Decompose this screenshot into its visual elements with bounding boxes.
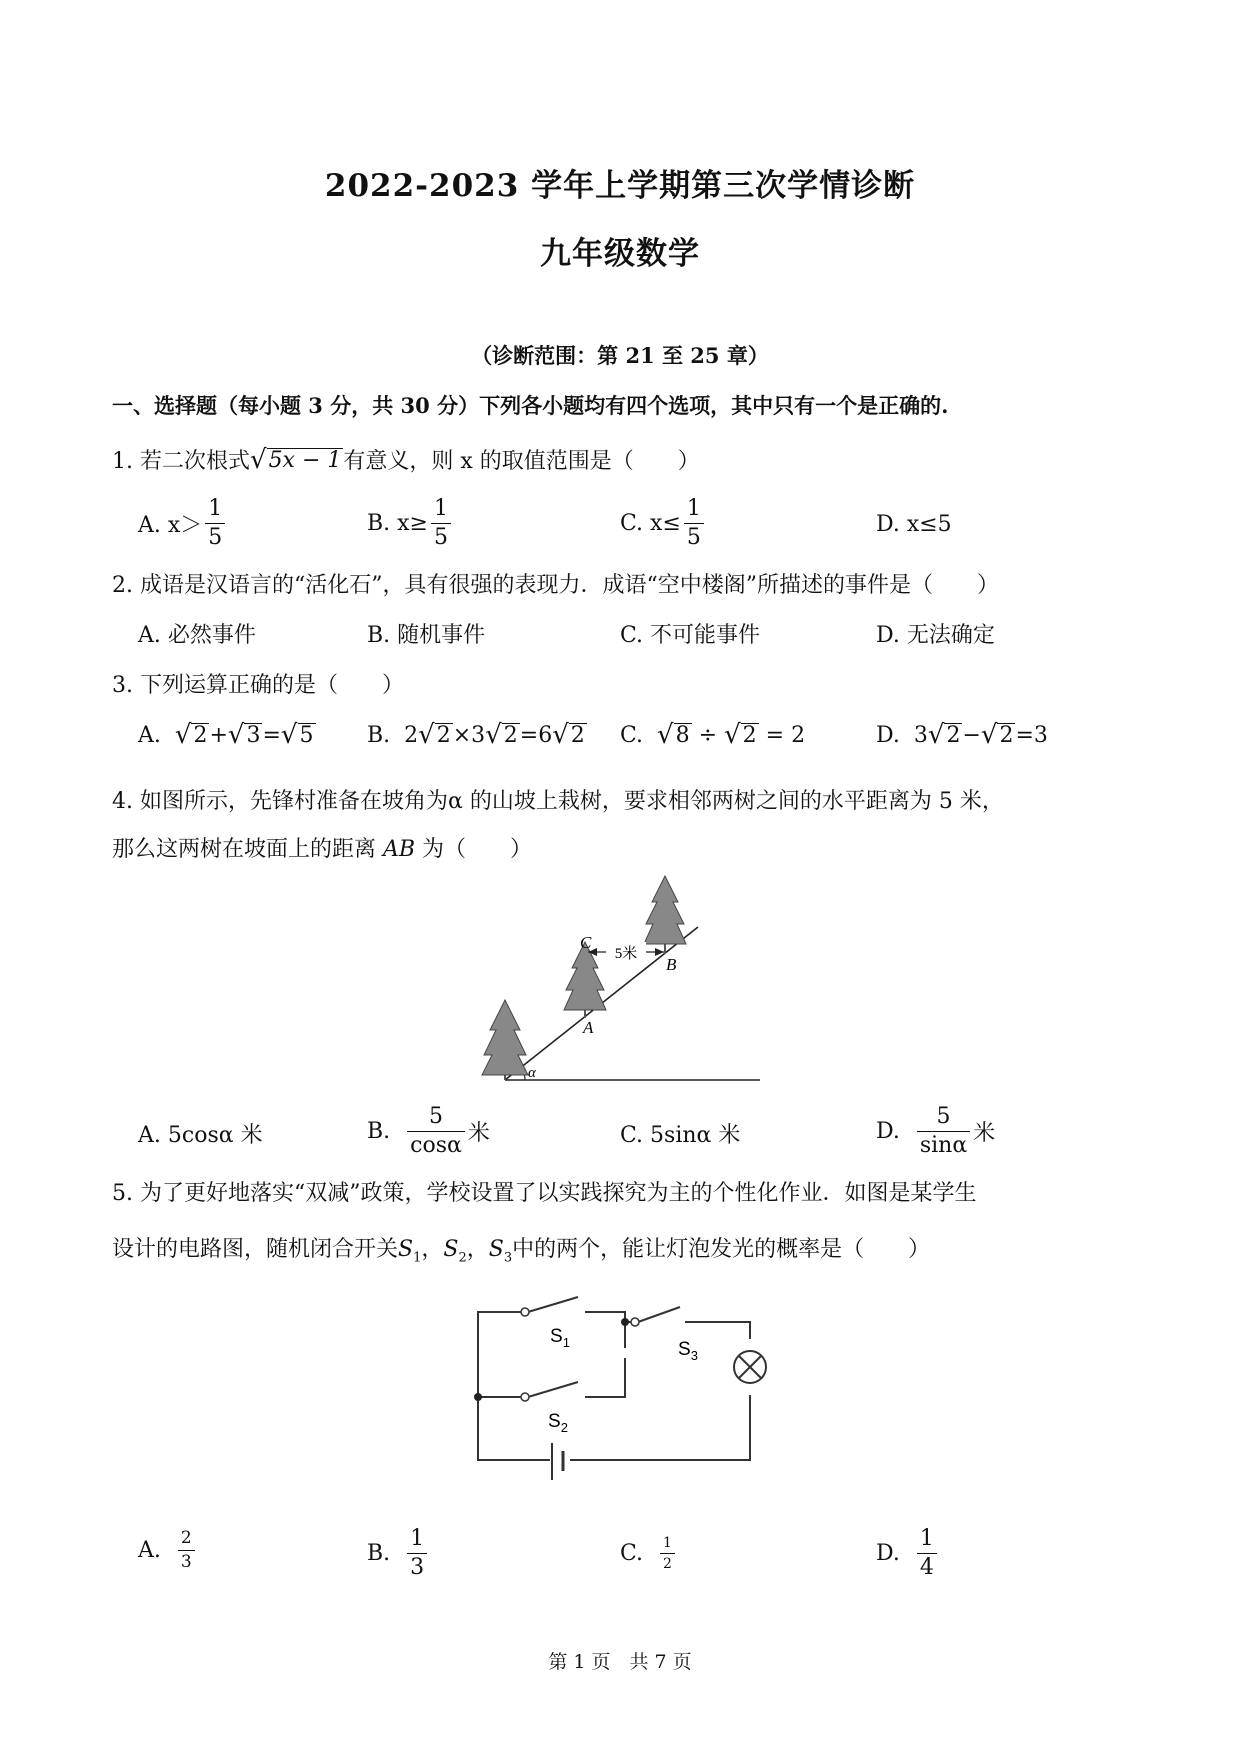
tree-icon — [644, 876, 686, 954]
label-5m: 5米 — [614, 946, 638, 962]
q5-option-c: C. $\frac{1}{2}$ — [620, 1536, 678, 1571]
fraction: $\frac{5}{\sin\alpha}$ — [917, 1106, 970, 1157]
q2-option-a: A. 必然事件 — [138, 623, 256, 648]
q2-option-b: B. 随机事件 — [367, 623, 486, 648]
circuit-diagram — [470, 1295, 790, 1495]
label-alpha: α — [528, 1065, 536, 1081]
tree-icon — [564, 942, 606, 1018]
q1-option-d: D. x≤5 — [876, 512, 952, 537]
fraction: $\frac{1}{5}$ — [431, 498, 451, 549]
q4-option-b: B. $\frac{5}{\cos\alpha}$ 米 — [367, 1104, 490, 1158]
tree-icon — [482, 1000, 528, 1080]
question-1 — [112, 444, 700, 475]
slope-figure — [480, 870, 760, 1090]
fraction: $\frac{2}{3}$ — [178, 1530, 195, 1571]
label-b: B — [666, 955, 677, 974]
label-s1: $S_1$ — [550, 1326, 570, 1350]
label-c: C — [580, 933, 592, 952]
q1-prefix: 1. 若二次根式 — [112, 449, 250, 474]
exam-title: 2022-2023 学年上学期第三次学情诊断 — [324, 168, 916, 204]
q1-radical: √ 5x − 1 — [249, 445, 342, 475]
question-4-line-1: 4. 如图所示，先锋村准备在坡角为α 的山坡上栽树，要求相邻两树之间的水平距离为 5 米， — [112, 789, 1004, 814]
fraction: $\frac{1}{5}$ — [205, 498, 225, 549]
q3-option-d: D. 3 √ 2 − √ 2 =3 — [876, 720, 1048, 750]
q5-option-b: B. $\frac{1}{3}$ — [367, 1528, 430, 1579]
q5-option-d: D. $\frac{1}{4}$ — [876, 1528, 940, 1579]
question-4-line-2: 那么这两树在坡面上的距离 AB 为（ ） — [112, 837, 533, 862]
q1-radicand: 5x − 1 — [268, 447, 342, 473]
fraction: $\frac{1}{5}$ — [684, 498, 704, 549]
fraction: $\frac{1}{4}$ — [917, 1528, 937, 1579]
q1-option-c: C. x≤ $\frac{1}{5}$ — [620, 498, 707, 549]
fraction: $\frac{1}{3}$ — [407, 1528, 427, 1579]
page-footer: 第 1 页 共 7 页 — [548, 1651, 692, 1673]
q4-option-a: A. 5cosα 米 — [138, 1123, 263, 1148]
section-heading: 一、选择题（每小题 3 分，共 30 分）下列各小题均有四个选项，其中只有一个是正确的. — [112, 393, 949, 418]
q3-option-b: B. 2 √ 2 ×3 √ 2 =6 √ 2 — [367, 720, 585, 750]
label-a: A — [583, 1018, 594, 1037]
label-s2: $S_2$ — [548, 1411, 568, 1435]
q4-option-d: D. $\frac{5}{\sin\alpha}$ 米 — [876, 1104, 996, 1158]
question-3: 3. 下列运算正确的是（ ） — [112, 673, 404, 698]
question-2: 2. 成语是汉语言的“活化石”，具有很强的表现力．成语“空中楼阁”所描述的事件是（ ） — [112, 573, 999, 598]
exam-subtitle: 九年级数学 — [540, 236, 700, 272]
q1-suffix: 有意义，则 x 的取值范围是（ ） — [343, 449, 700, 474]
q2-option-d: D. 无法确定 — [876, 623, 995, 648]
q2-option-c: C. 不可能事件 — [620, 623, 761, 648]
question-5-line-1: 5. 为了更好地落实“双减”政策，学校设置了以实践探究为主的个性化作业．如图是某学生 — [112, 1181, 977, 1206]
fraction: $\frac{5}{\cos\alpha}$ — [407, 1106, 465, 1157]
question-5-line-2: 设计的电路图，随机闭合开关$S_1$，$S_2$，$S_3$中的两个，能让灯泡发光的概率是（ ） — [112, 1237, 931, 1266]
fraction: $\frac{1}{2}$ — [660, 1536, 675, 1571]
q5-option-a: A. $\frac{2}{3}$ — [138, 1530, 198, 1571]
q1-option-a: A. x＞ $\frac{1}{5}$ — [138, 498, 228, 549]
label-s3: $S_3$ — [678, 1339, 698, 1363]
exam-scope: （诊断范围：第 21 至 25 章） — [471, 343, 769, 368]
q4-option-c: C. 5sinα 米 — [620, 1123, 741, 1148]
q3-option-c: C. √ 8 ÷ √ 2 = 2 — [620, 720, 806, 750]
q1-option-b: B. x≥ $\frac{1}{5}$ — [367, 498, 454, 549]
q3-option-a: A. √ 2 + √ 3 = √ 5 — [138, 720, 314, 750]
